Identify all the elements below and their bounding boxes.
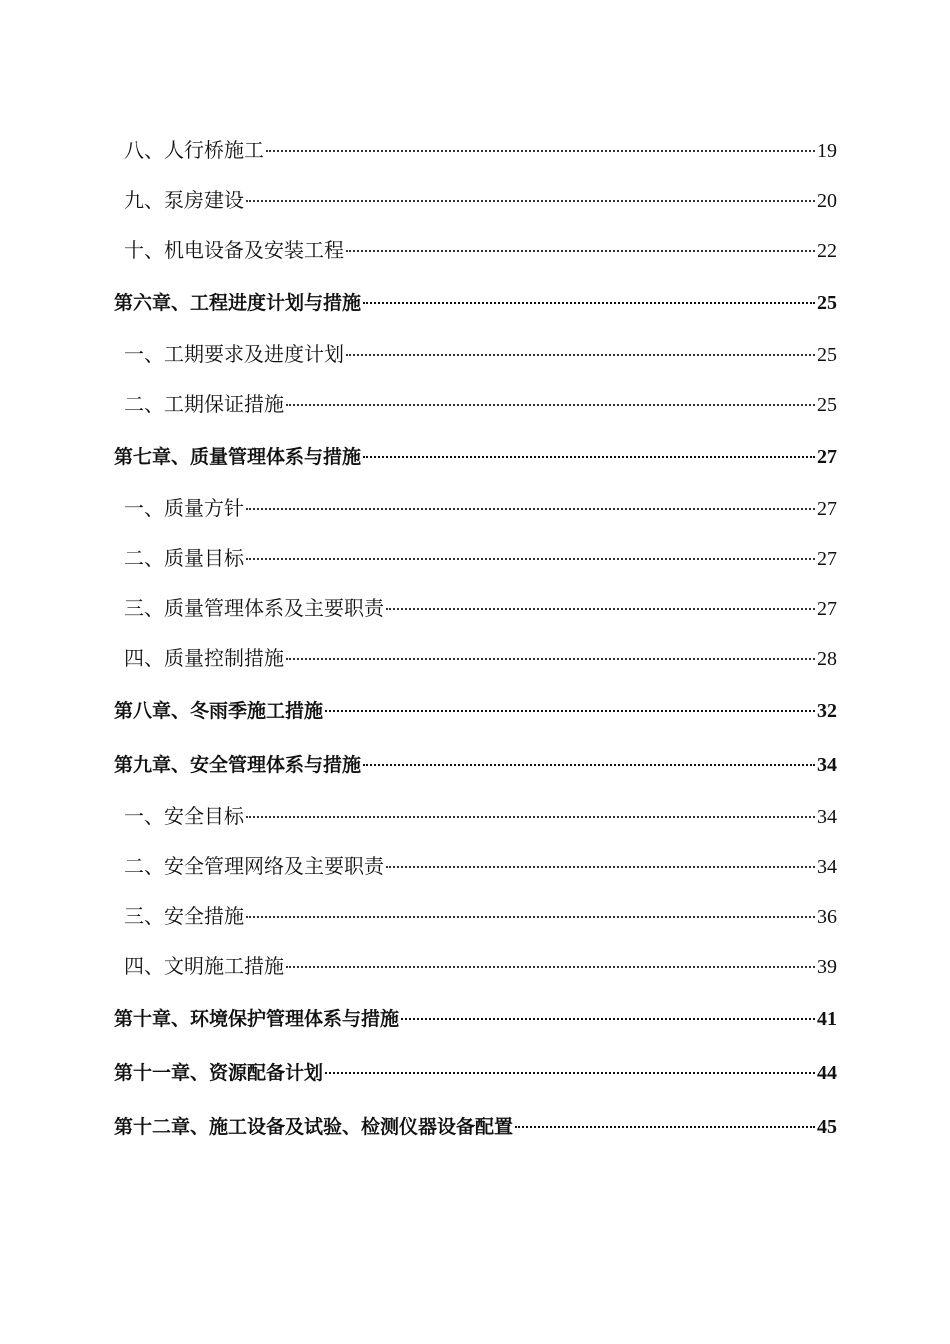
toc-entry-title: 九、泵房建设 <box>124 188 244 212</box>
toc-page-number: 34 <box>817 754 837 776</box>
toc-entry-title: 第八章、冬雨季施工措施 <box>114 700 324 722</box>
toc-entry-title: 第十章、环境保护管理体系与措施 <box>114 1008 400 1030</box>
toc-dot-leader <box>386 865 815 868</box>
toc-entry-title: 十、机电设备及安装工程 <box>124 238 344 262</box>
toc-entry-title: 二、质量目标 <box>124 546 244 570</box>
toc-page-number: 27 <box>817 446 837 468</box>
toc-entry-section[interactable] <box>114 384 837 434</box>
toc-entry-section[interactable] <box>114 334 837 384</box>
toc-entry-chapter[interactable] <box>114 1104 837 1158</box>
toc-dot-leader <box>346 249 815 252</box>
toc-entry-chapter[interactable] <box>114 1050 837 1104</box>
table-of-contents <box>114 130 837 1158</box>
toc-dot-leader <box>515 1125 815 1128</box>
toc-entry-title: 三、安全措施 <box>124 904 244 928</box>
toc-page-number: 34 <box>817 856 837 878</box>
toc-page-number: 28 <box>817 648 837 670</box>
toc-entry-title: 二、工期保证措施 <box>124 392 284 416</box>
toc-dot-leader <box>401 1017 815 1020</box>
toc-dot-leader <box>246 199 815 202</box>
toc-entry-chapter[interactable] <box>114 280 837 334</box>
toc-page-number: 27 <box>817 598 837 620</box>
toc-page-number: 20 <box>817 190 837 212</box>
toc-page-number: 25 <box>817 292 837 314</box>
toc-entry-chapter[interactable] <box>114 688 837 742</box>
toc-entry-section[interactable] <box>114 796 837 846</box>
toc-entry-section[interactable] <box>114 588 837 638</box>
toc-dot-leader <box>286 657 815 660</box>
toc-dot-leader <box>246 815 815 818</box>
toc-entry-chapter[interactable] <box>114 434 837 488</box>
toc-entry-title: 第七章、质量管理体系与措施 <box>114 446 362 468</box>
toc-dot-leader <box>363 763 815 766</box>
toc-page-number: 34 <box>817 806 837 828</box>
toc-entry-title: 二、安全管理网络及主要职责 <box>124 854 384 878</box>
toc-dot-leader <box>325 709 815 712</box>
toc-entry-title: 四、文明施工措施 <box>124 954 284 978</box>
toc-dot-leader <box>266 149 815 152</box>
toc-entry-section[interactable] <box>114 130 837 180</box>
toc-entry-title: 第十一章、资源配备计划 <box>114 1062 324 1084</box>
toc-entry-title: 第六章、工程进度计划与措施 <box>114 292 362 314</box>
toc-dot-leader <box>286 403 815 406</box>
toc-entry-title: 第十二章、施工设备及试验、检测仪器设备配置 <box>114 1116 514 1138</box>
toc-page-number: 44 <box>817 1062 837 1084</box>
toc-entry-section[interactable] <box>114 488 837 538</box>
toc-entry-section[interactable] <box>114 638 837 688</box>
toc-dot-leader <box>363 455 815 458</box>
toc-dot-leader <box>286 965 815 968</box>
toc-entry-chapter[interactable] <box>114 742 837 796</box>
toc-entry-section[interactable] <box>114 180 837 230</box>
toc-entry-section[interactable] <box>114 946 837 996</box>
toc-entry-title: 一、质量方针 <box>124 496 244 520</box>
toc-entry-section[interactable] <box>114 896 837 946</box>
toc-page-number: 25 <box>817 394 837 416</box>
toc-entry-section[interactable] <box>114 846 837 896</box>
toc-page-number: 25 <box>817 344 837 366</box>
toc-entry-section[interactable] <box>114 538 837 588</box>
toc-page-number: 45 <box>817 1116 837 1138</box>
toc-page-number: 22 <box>817 240 837 262</box>
toc-entry-title: 四、质量控制措施 <box>124 646 284 670</box>
toc-entry-title: 第九章、安全管理体系与措施 <box>114 754 362 776</box>
toc-dot-leader <box>246 557 815 560</box>
toc-page-number: 27 <box>817 498 837 520</box>
toc-entry-title: 三、质量管理体系及主要职责 <box>124 596 384 620</box>
toc-dot-leader <box>246 915 815 918</box>
toc-dot-leader <box>386 607 815 610</box>
toc-entry-chapter[interactable] <box>114 996 837 1050</box>
toc-page-number: 41 <box>817 1008 837 1030</box>
toc-page-number: 36 <box>817 906 837 928</box>
toc-page-number: 19 <box>817 140 837 162</box>
toc-page-number: 39 <box>817 956 837 978</box>
toc-page-number: 27 <box>817 548 837 570</box>
toc-entry-title: 八、人行桥施工 <box>124 138 264 162</box>
toc-entry-title: 一、工期要求及进度计划 <box>124 342 344 366</box>
toc-dot-leader <box>246 507 815 510</box>
toc-dot-leader <box>346 353 815 356</box>
toc-dot-leader <box>325 1071 815 1074</box>
toc-entry-section[interactable] <box>114 230 837 280</box>
toc-entry-title: 一、安全目标 <box>124 804 244 828</box>
toc-dot-leader <box>363 301 815 304</box>
toc-page-number: 32 <box>817 700 837 722</box>
